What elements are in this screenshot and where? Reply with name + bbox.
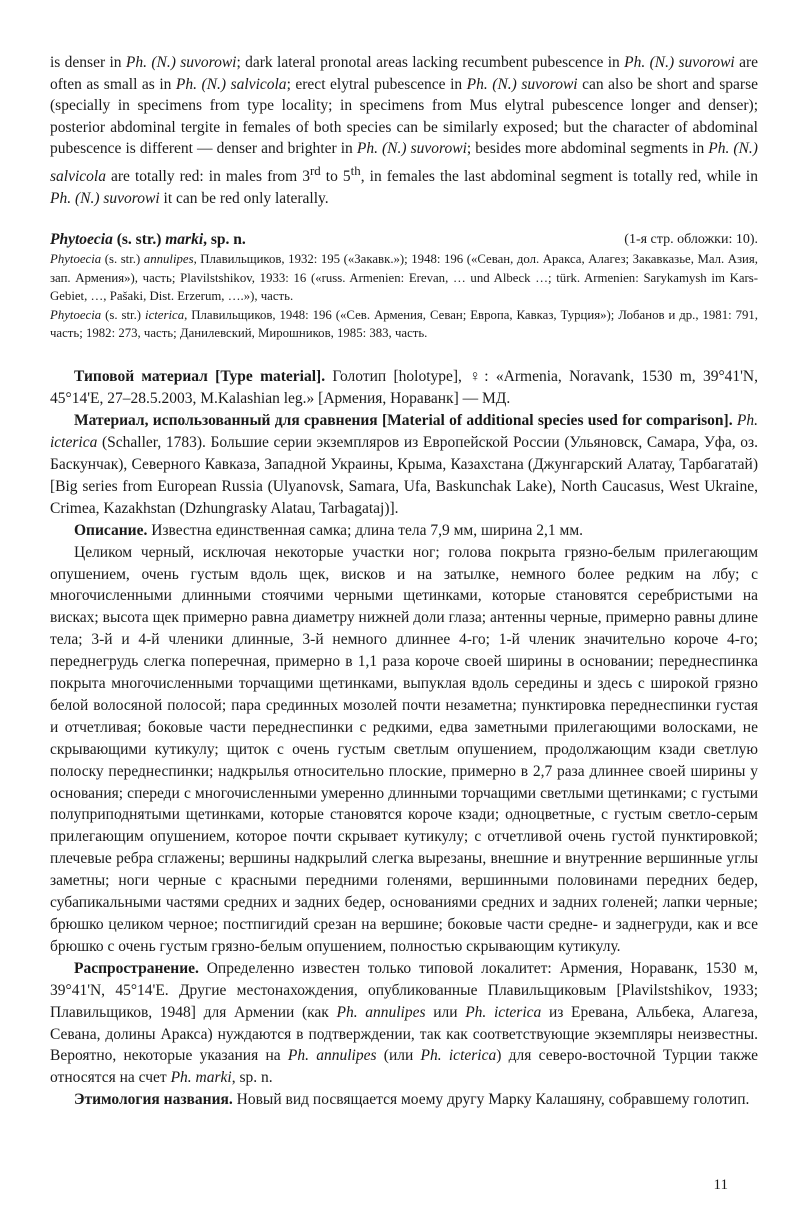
citation-text: , Плавильщиков, 1948: 196 («Сев. Армения, Севан; Европа, Кавказ, Турция»); Лобанов и др., 1981: 791, часть; 1982: 273, часть; Данилевский, Мирошников, 1985: 383, часть. (50, 307, 758, 340)
text: (или (376, 1047, 421, 1065)
section-label: Распространение. (74, 959, 199, 977)
description-body: Целиком черный, исключая некоторые участки ног; голова покрыта грязно-белым прилегающим опушением, очень густым вдоль щек, висков и на затылке, немного более редким на лбу; с многочисленными длинными стоячими черными щетинками, которые становятся серебристыми на висках; высота щек примерно равна диаметру нижней доли глаза; антенны черные, примерно равны длине тела; 3-й и 4-й членики длинные, 3-й немного длиннее 4-го; 1-й членик значительно короче 4-го; переднегрудь слегка поперечная, примерно в 1,1 раза короче своей ширины в основании; переднеспинка покрыта многочисленными торчащими щетинками, выпуклая вдоль середины и здесь с широкой грязно белой волосяной полосой; пара срединных мозолей почти незаметна; пунктировка переднеспинки густая и отчетливая; боковые части переднеспинки с редкими, едва заметными прилегающими волосками, не скрывающими кутикулу; щиток с очень густым светлым опушением, продолжающим кзади светлую полоску переднеспинки; надкрылья относительно плоские, примерно в 2,7 раза длиннее своей ширины у основания; спереди с многочисленными умеренно длинными торчащими светлыми щетинками; с густыми полуприподнятыми щетинками, которые становятся короче кзади; одноцветные, с густым светло-серым прилегающим опушением, которое почти скрывает кутикулу; с отчетливой очень густой пунктировкой; плечевые ребра сглажены; вершины надкрылий слегка вырезаны, внешние и внутренние вершинные углы заметны; ноги черные с красными передними голенями, вершинными половинами передних бедер, субапикальными частями средних и задних бедер, основаниями средних и задних голеней; лапки черные; брюшко целиком черное; постпигидий срезан на вершине; боковые части средне- и заднегруди, как и все брюшко с очень густым грязно-белым опушением, полностью скрывающим кутикулу. (50, 543, 758, 955)
ordinal-suffix: th (350, 162, 361, 178)
epithet: marki (165, 231, 204, 249)
taxon-name: Ph. (N.) suvorowi (50, 189, 160, 207)
etymology-paragraph (50, 1089, 758, 1111)
epithet: icterica (145, 307, 185, 322)
page-number: 11 (713, 1177, 728, 1193)
text: , sp. n. (231, 1069, 273, 1087)
text: to 5 (320, 168, 351, 186)
epithet: annulipes (143, 252, 194, 267)
text: , in females the last abdominal segment is totally red, while in (360, 168, 758, 186)
status: , sp. n. (203, 231, 246, 249)
subgenus: (s. str.) (101, 252, 144, 267)
synonymy (50, 250, 758, 342)
genus: Phytoecia (50, 231, 113, 249)
cover-reference: (1-я стр. обложки: 10). (624, 232, 758, 248)
taxon-name: Ph. icterica (465, 1003, 542, 1021)
section-text: Новый вид посвящается моему другу Марку Калашяну, собравшему голотип. (232, 1091, 750, 1109)
synonym-entry (50, 306, 758, 343)
taxon-name: Ph. icterica (420, 1047, 497, 1065)
description-paragraph (50, 520, 758, 542)
genus: Phytoecia (50, 307, 102, 322)
section-label: Описание. (74, 521, 148, 539)
section-text: (Schaller, 1783). Большие серии экземпляров из Европейской России (Ульяновск, Самара, Уфа, оз. Баскунчак), Северного Кавказа, Западной Украины, Крыма, Казахстана (Джунгарский Алатау, Тарбагатай) [Big series from European Russia (Ulyanovsk, Samara, Ufa, Baskunchak Lake), North Caucasus, West Ukraine, Crimea, Kazakhstan (Dzhungrasky Alatau, Tarbagataj)]. (50, 434, 758, 517)
taxon-name: Ph. (N.) salvicola (175, 75, 287, 93)
section-label: Материал, использованный для сравнения [Material of additional species used for comparison]. (74, 412, 733, 430)
taxon-name: Ph. annulipes (287, 1047, 377, 1065)
text: is denser in (50, 54, 126, 71)
comparison-paragraph (50, 410, 758, 520)
page-content (50, 52, 758, 1111)
taxon-name: Ph. icterica (50, 412, 758, 452)
text: ) для северо-восточной Турции также относятся на счет (50, 1047, 758, 1087)
taxon-name: Ph. annulipes (336, 1003, 426, 1021)
type-material-paragraph (50, 366, 758, 410)
text: ; besides more abdominal segments in (466, 140, 709, 158)
text: ; dark lateral pronotal areas lacking recumbent pubescence in (236, 54, 625, 71)
section-label: Этимология названия. (74, 1091, 233, 1109)
taxon-name: Ph. (N.) salvicola (50, 140, 758, 186)
section-label: Типовой материал [Type material]. (74, 368, 326, 386)
section-text: Известна единственная самка; длина тела 7,9 мм, ширина 2,1 мм. (147, 521, 584, 539)
synonym-entry (50, 250, 758, 305)
species-heading (50, 229, 758, 250)
text: или (425, 1003, 466, 1021)
section-text: Голотип [holotype], ♀: «Armenia, Noravank, 1530 m, 39°41'N, 45°14'E, 27–28.5.2003, M.Kalashian leg.» [Армения, Нораванк] — МД. (50, 368, 758, 408)
citation-text: , Плавильщиков, 1932: 195 («Закавк.»); 1948: 196 («Севан, дол. Аракса, Алагез; Закавказье, Мал. Азия, зап. Армения»), часть; Plavilstshikov, 1933: 16 («russ. Armenien: Erevan, … und Albeck …; türk. Armenien: Sarykamysh im Kars-Gebiet, …, Pašaki, Dist. Erzerum, ….»), часть. (50, 252, 758, 304)
genus: Phytoecia (50, 252, 102, 267)
text: Определенно известен только типовой локалитет: Армения, Нораванк, 1530 м, 39°41'N, 45°14'E. Другие местонахождения, опубликованные Плавильщиковым [Plavilstshikov, 1933; Плавильщиков, 1948] для Армении (как (50, 959, 758, 1021)
text: can also be short and sparse (specially in specimens from type locality; in specimens from Mus elytral pubescence longer and denser); posterior abdominal tergite in females of both species can be similarly exposed; but the character of abdominal pubescence is different — denser and brighter in (50, 75, 758, 158)
intro-paragraph (50, 52, 758, 209)
text: it can be red only laterally. (159, 189, 329, 207)
taxon-name: Ph. (N.) suvorowi (356, 140, 467, 158)
taxon-name: Ph. marki (170, 1069, 232, 1087)
distribution-paragraph (50, 958, 758, 1089)
taxon-name: Ph. (N.) suvorowi (125, 54, 237, 71)
text: are totally red: in males from 3 (105, 168, 310, 186)
ordinal-suffix: rd (310, 162, 321, 178)
subgenus: (s. str.) (112, 231, 166, 249)
taxon-name: Ph. (N.) suvorowi (624, 54, 735, 71)
subgenus: (s. str.) (101, 307, 146, 322)
taxon-name: Ph. (N.) suvorowi (466, 75, 578, 93)
text: из Еревана, Альбека, Алагеза, Севана, долины Аракса) нуждаются в подтверждении, так как соответствующие экземпляры неизвестны. Вероятно, некоторые указания на (50, 1003, 758, 1065)
species-title (50, 229, 246, 250)
text: ; erect elytral pubescence in (286, 75, 467, 93)
text: are often as small as in (50, 54, 759, 93)
